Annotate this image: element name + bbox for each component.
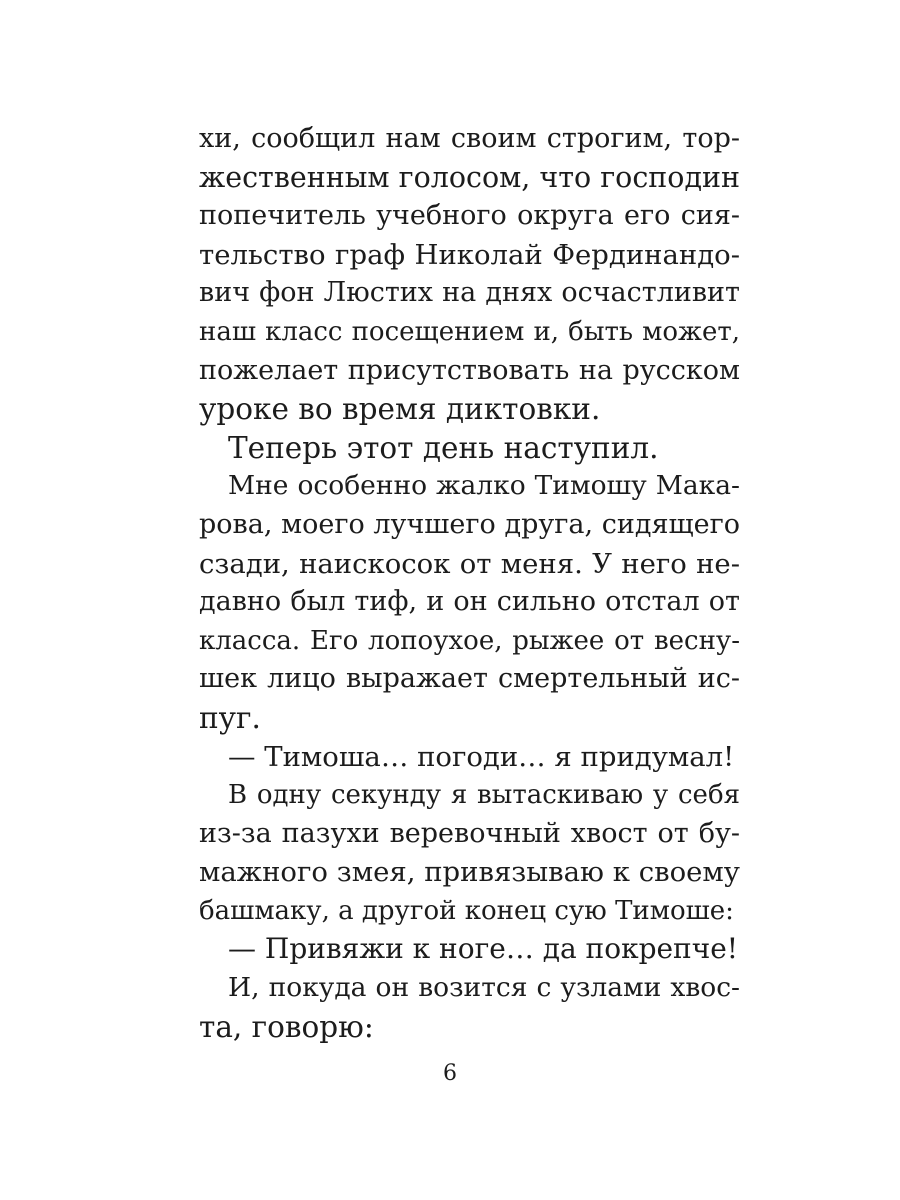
paragraph-start: Мне особенно жалко Тимошу Мака- [228,470,740,502]
text-line: класса. Его лопоухое, рыжее от весну- [199,625,740,656]
text-line: наш класс посещением и, быть может, [199,316,740,347]
dialogue-line: — Тимоша… погоди… я придумал! [228,740,735,773]
paragraph-start: Теперь этот день наступил. [228,430,659,465]
text-line: мажного змея, привязываю к своему [199,856,740,889]
paragraph-start: В одну секунду я вытаскиваю у себя [228,780,740,811]
text-line: та, говорю: [199,1009,374,1044]
text-line: шек лицо выражает смертельный ис- [199,663,740,695]
dialogue-line: — Привяжи к ноге… да покрепче! [228,932,739,966]
text-line: уроке во время диктовки. [199,392,601,427]
text-line: жественным голосом, что господин [199,160,740,194]
text-line: пуг. [199,700,261,735]
text-line: рова, моего лучшего друга, сидящего [199,508,740,540]
text-line: вич фон Люстих на днях осчастливит [199,277,740,309]
text-line: пожелает присутствовать на русском [199,354,740,386]
page-number: 6 [443,1061,457,1086]
text-line: сзади, наискосок от меня. У него не- [199,547,740,580]
text-line: давно был тиф, и он сильно отстал от [199,586,740,618]
text-line: попечитель учебного округа его сия- [199,200,740,232]
paragraph-start: И, покуда он возится с узлами хвос- [228,972,740,1004]
text-line: из-за пазухи веревочный хвост от бу- [199,817,740,849]
text-line: хи, сообщил нам своим строгим, тор- [199,123,740,154]
text-line: тельство граф Николай Фердинандо- [199,238,740,271]
text-line: башмаку, а другой конец сую Тимоше: [199,895,734,926]
body-text [199,120,740,1046]
